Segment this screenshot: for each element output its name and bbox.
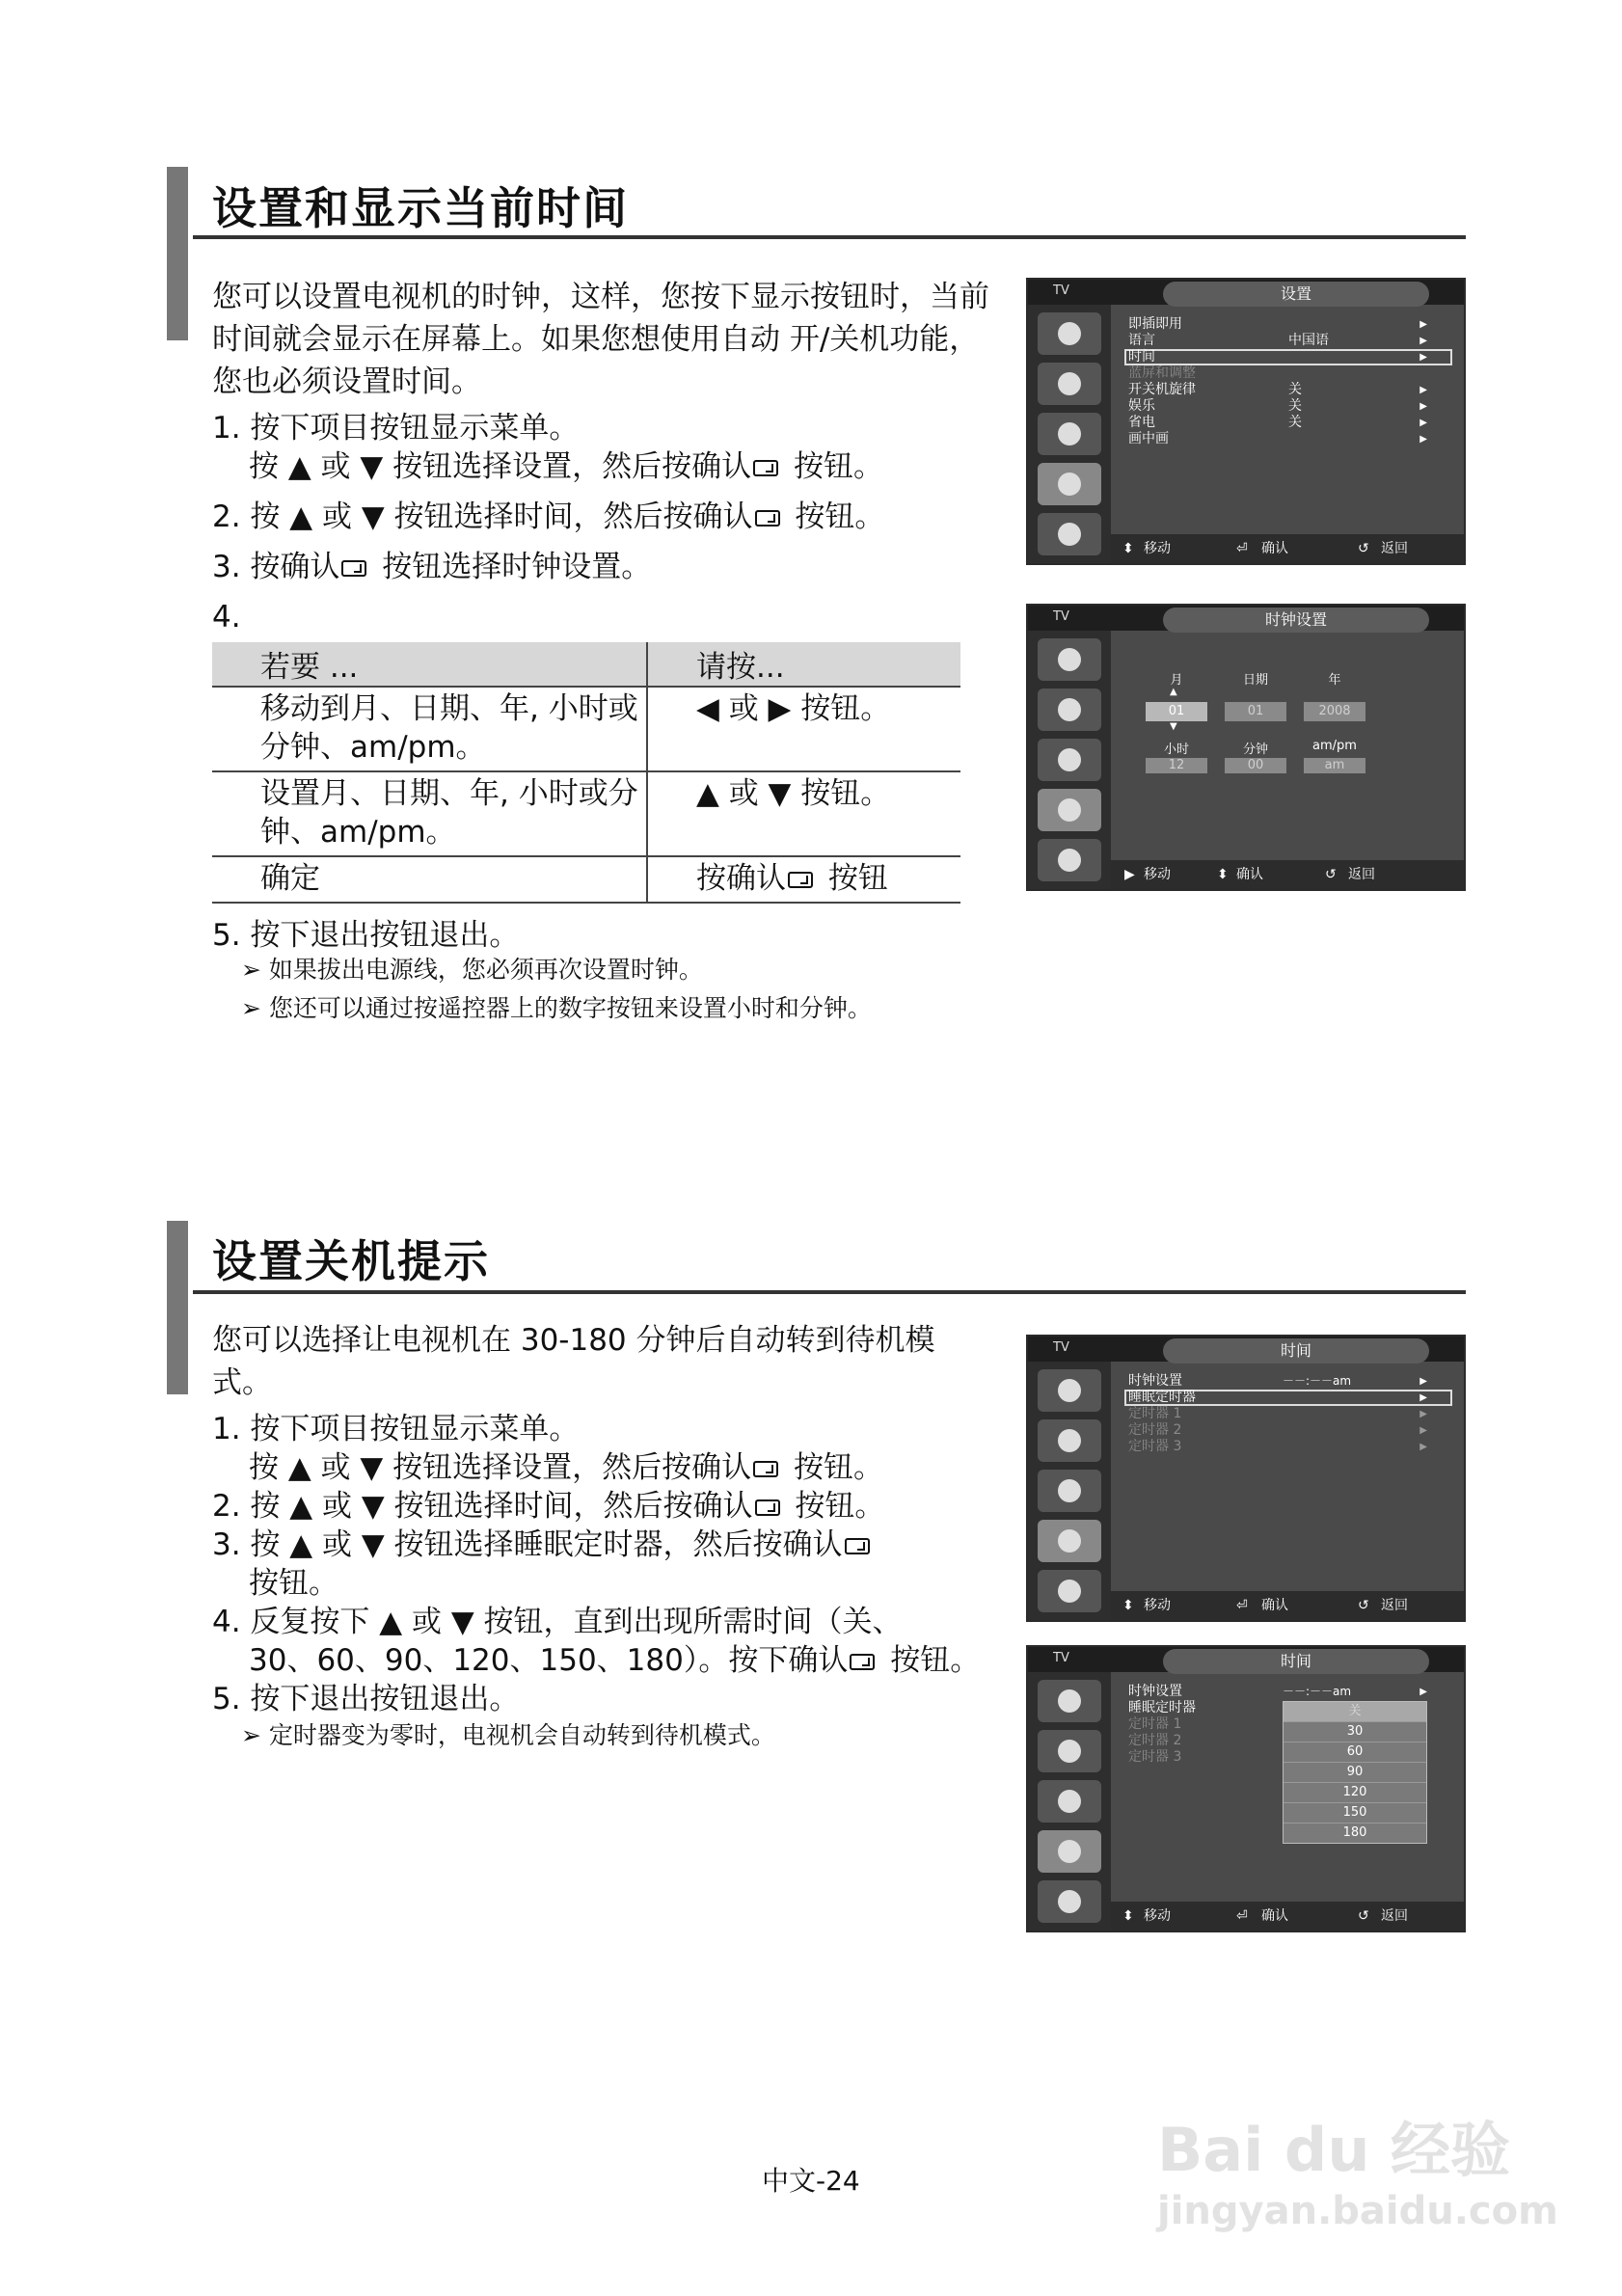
enter-icon: ⏎ <box>1236 1908 1248 1924</box>
osd-item: 即插即用 <box>1128 316 1182 332</box>
osd-footer <box>1111 534 1464 563</box>
footer-return: 返回 <box>1348 867 1375 882</box>
table-cell: 设置月、日期、年, 小时或分钟、am/pm。 <box>212 771 647 856</box>
enter-icon: ⏎ <box>1236 541 1248 556</box>
page-number: 中文-24 <box>762 2165 860 2197</box>
footer-enter: 确认 <box>1261 1908 1288 1924</box>
table-head-col2: 请按... <box>647 642 960 687</box>
chevron-right-icon: ▶ <box>1419 319 1427 330</box>
tv-label: TV <box>1053 1651 1069 1665</box>
chevron-right-icon: ▶ <box>1419 1392 1427 1403</box>
enter-icon <box>341 560 366 577</box>
sound-icon <box>1038 1730 1101 1772</box>
s2-step5: 5. 按下退出按钮退出。 <box>212 1682 520 1716</box>
dropdown-option[interactable]: 关 <box>1284 1702 1426 1722</box>
clock-month-value: 01 <box>1146 702 1207 721</box>
clock-year-label: 年 <box>1328 673 1341 688</box>
sound-icon <box>1038 689 1101 731</box>
chevron-right-icon: ▶ <box>1419 385 1427 395</box>
channel-icon <box>1038 413 1101 455</box>
enter-icon <box>850 1654 875 1670</box>
s1-step2: 2. 按 ▲ 或 ▼ 按钮选择时间，然后按确认 按钮。 <box>212 500 885 534</box>
picture-icon <box>1038 638 1101 681</box>
chevron-right-icon: ▶ <box>1419 401 1427 412</box>
dropdown-option[interactable]: 150 <box>1284 1803 1426 1823</box>
dropdown-option[interactable]: 180 <box>1342 1825 1367 1840</box>
s1-table <box>212 642 960 904</box>
osd-sidebar <box>1028 1672 1111 1932</box>
updown-icon: ⬍ <box>1122 1598 1134 1613</box>
s1-step4: 4. <box>212 600 241 635</box>
footer-enter: 确认 <box>1261 1598 1288 1613</box>
section2-title: 设置关机提示 <box>212 1235 490 1287</box>
osd-sidebar <box>1028 1362 1111 1622</box>
s2-step4b: 30、60、90、120、150、180）。按下确认 按钮。 <box>249 1643 981 1678</box>
dropdown-option[interactable]: 120 <box>1284 1783 1426 1803</box>
osd-item: 语言 <box>1128 333 1155 348</box>
osd-footer <box>1111 1902 1464 1931</box>
footer-move: 移动 <box>1144 1598 1171 1613</box>
osd-item: 定时器 2 <box>1128 1733 1182 1748</box>
s1-step5: 5. 按下退出按钮退出。 <box>212 918 520 953</box>
triangle-up-icon: ▲ <box>1170 687 1177 697</box>
chevron-right-icon: ▶ <box>1419 336 1427 346</box>
chevron-right-icon: ▶ <box>1419 1425 1427 1436</box>
footer-enter: 确认 <box>1236 867 1263 882</box>
enter-icon <box>845 1538 870 1554</box>
chevron-right-icon: ▶ <box>1419 418 1427 428</box>
osd-item: 定时器 1 <box>1128 1716 1182 1732</box>
setup-gear-icon <box>1038 463 1101 505</box>
s1-step1a: 1. 按下项目按钮显示菜单。 <box>212 411 580 446</box>
osd-item: 定时器 3 <box>1128 1749 1182 1765</box>
table-header-row <box>212 642 960 687</box>
picture-icon <box>1038 312 1101 355</box>
tv-label: TV <box>1053 609 1069 624</box>
osd-item: 开关机旋律 <box>1128 382 1196 397</box>
osd-title: 时钟设置 <box>1163 608 1429 633</box>
section1-bar <box>167 167 188 340</box>
clock-hour-label: 小时 <box>1163 743 1189 757</box>
osd-item: 省电 <box>1128 415 1155 430</box>
osd-title: 时间 <box>1163 1649 1429 1674</box>
chevron-right-icon: ▶ <box>1124 867 1135 882</box>
osd-item: 时间 <box>1128 349 1155 365</box>
table-cell: 移动到月、日期、年, 小时或分钟、am/pm。 <box>212 687 647 771</box>
input-icon <box>1038 839 1101 881</box>
enter-icon <box>753 460 778 476</box>
table-cell: ▲ 或 ▼ 按钮。 <box>696 776 891 811</box>
osd-item-value: 中国语 <box>1288 333 1329 348</box>
osd-item-value: 关 <box>1288 398 1302 414</box>
setup-gear-icon <box>1038 789 1101 831</box>
updown-icon: ⬍ <box>1122 1908 1134 1924</box>
return-icon: ↺ <box>1358 1908 1369 1924</box>
enter-icon <box>753 1461 778 1477</box>
s1-step1b: 按 ▲ 或 ▼ 按钮选择设置，然后按确认 按钮。 <box>249 449 883 484</box>
dropdown-option[interactable]: 30 <box>1284 1722 1426 1742</box>
osd-item: 时钟设置 <box>1128 1373 1182 1389</box>
input-icon <box>1038 513 1101 555</box>
s2-step1b: 按 ▲ 或 ▼ 按钮选择设置，然后按确认 按钮。 <box>249 1450 883 1485</box>
clock-ampm-value: am <box>1304 758 1365 773</box>
s2-note1: ➢ 定时器变为零时，电视机会自动转到待机模式。 <box>241 1721 775 1749</box>
osd-title: 设置 <box>1163 282 1429 307</box>
s2-step2: 2. 按 ▲ 或 ▼ 按钮选择时间，然后按确认 按钮。 <box>212 1489 885 1524</box>
footer-move: 移动 <box>1144 867 1171 882</box>
footer-move: 移动 <box>1144 1908 1171 1924</box>
chevron-right-icon: ▶ <box>1419 434 1427 445</box>
s2-step1a: 1. 按下项目按钮显示菜单。 <box>212 1412 580 1446</box>
osd-item: 娱乐 <box>1128 398 1155 414</box>
osd-setup-screen <box>1026 278 1466 565</box>
channel-icon <box>1038 739 1101 781</box>
section2-intro: 您可以选择让电视机在 30-180 分钟后自动转到待机模式。 <box>212 1323 935 1400</box>
footer-return: 返回 <box>1381 1598 1408 1613</box>
chevron-right-icon: ▶ <box>1419 1687 1427 1697</box>
enter-icon: ⏎ <box>1236 1598 1248 1613</box>
s1-step3: 3. 按确认 按钮选择时钟设置。 <box>212 550 652 584</box>
clock-minute-value: 00 <box>1225 758 1286 773</box>
footer-move: 移动 <box>1144 541 1171 556</box>
osd-clock-screen <box>1026 604 1466 891</box>
osd-title: 时间 <box>1163 1338 1429 1364</box>
osd-time-screen <box>1026 1335 1466 1622</box>
setup-gear-icon <box>1038 1520 1101 1562</box>
baidu-watermark-url: jingyan.baidu.com <box>1157 2189 1558 2233</box>
tv-label: TV <box>1053 1340 1069 1355</box>
footer-enter: 确认 <box>1261 541 1288 556</box>
osd-sleep-timer-screen <box>1026 1645 1466 1932</box>
picture-icon <box>1038 1369 1101 1412</box>
table-cell: 确定 <box>212 856 647 903</box>
enter-icon <box>788 872 813 888</box>
osd-item-value: 关 <box>1288 415 1302 430</box>
clock-month-label: 月 <box>1170 673 1183 688</box>
table-row <box>212 771 960 856</box>
clock-hour-value: 12 <box>1146 758 1207 773</box>
osd-footer <box>1111 860 1464 889</box>
table-head-col1: 若要 ... <box>212 642 647 687</box>
footer-return: 返回 <box>1381 1908 1408 1924</box>
return-icon: ↺ <box>1358 541 1369 556</box>
osd-item-value: 关 <box>1288 382 1302 397</box>
osd-item: 时钟设置 <box>1128 1684 1182 1699</box>
section1-rule <box>193 235 1466 239</box>
setup-gear-icon <box>1038 1830 1101 1873</box>
channel-icon <box>1038 1470 1101 1512</box>
dropdown-option[interactable]: 60 <box>1284 1742 1426 1763</box>
osd-item: 定时器 3 <box>1128 1439 1182 1454</box>
clock-ampm-label: am/pm <box>1312 739 1357 753</box>
updown-icon: ⬍ <box>1122 541 1134 556</box>
osd-item: 定时器 2 <box>1128 1422 1182 1438</box>
osd-item: 画中画 <box>1128 431 1169 446</box>
footer-return: 返回 <box>1381 541 1408 556</box>
chevron-right-icon: ▶ <box>1419 1442 1427 1452</box>
osd-item: 睡眠定时器 <box>1128 1700 1196 1715</box>
clock-day-value: 01 <box>1225 702 1286 721</box>
section2-bar <box>167 1221 188 1394</box>
sound-icon <box>1038 363 1101 405</box>
return-icon: ↺ <box>1358 1598 1369 1613</box>
clock-minute-label: 分钟 <box>1242 743 1268 757</box>
chevron-right-icon: ▶ <box>1419 1376 1427 1387</box>
section1-intro: 您可以设置电视机的时钟，这样，您按下显示按钮时，当前时间就会显示在屏幕上。如果您想使用自动 开/关机功能，您也必须设置时间。 <box>212 280 989 399</box>
input-icon <box>1038 1880 1101 1923</box>
osd-item: 睡眠定时器 <box>1128 1390 1196 1405</box>
return-icon: ↺ <box>1325 867 1337 882</box>
chevron-right-icon: ▶ <box>1419 352 1427 363</box>
clock-day-label: 日期 <box>1242 673 1268 688</box>
sound-icon <box>1038 1419 1101 1462</box>
clock-year-value: 2008 <box>1304 702 1365 721</box>
dropdown-option[interactable]: 90 <box>1284 1763 1426 1783</box>
osd-item: 定时器 1 <box>1128 1406 1182 1421</box>
osd-sidebar <box>1028 305 1111 565</box>
s1-note1: ➢ 如果拔出电源线，您必须再次设置时钟。 <box>241 956 703 984</box>
osd-footer <box>1111 1591 1464 1620</box>
table-row <box>212 856 960 903</box>
updown-icon: ⬍ <box>1217 867 1229 882</box>
s1-note2: ➢ 您还可以通过按遥控器上的数字按钮来设置小时和分钟。 <box>241 994 872 1022</box>
picture-icon <box>1038 1680 1101 1722</box>
osd-sidebar <box>1028 631 1111 891</box>
table-cell: ◀ 或 ▶ 按钮。 <box>696 691 891 726</box>
table-row <box>212 687 960 771</box>
input-icon <box>1038 1570 1101 1612</box>
osd-item: 蓝屏和调整 <box>1128 365 1196 381</box>
osd-item-value: －－:－－am <box>1283 1374 1352 1388</box>
enter-icon <box>755 1499 780 1516</box>
osd-item-value: －－:－－am <box>1283 1685 1352 1698</box>
s2-step3b: 按钮。 <box>249 1566 338 1601</box>
table-cell: 按确认 按钮 <box>696 861 888 896</box>
baidu-watermark: Bai du 经验 <box>1157 2115 1511 2185</box>
tv-label: TV <box>1053 284 1069 298</box>
osd-selection <box>1124 349 1452 365</box>
enter-icon <box>755 510 780 527</box>
s2-step3: 3. 按 ▲ 或 ▼ 按钮选择睡眠定时器，然后按确认 <box>212 1524 876 1566</box>
chevron-right-icon: ▶ <box>1419 1409 1427 1419</box>
triangle-down-icon: ▼ <box>1170 721 1177 732</box>
sleep-timer-dropdown[interactable] <box>1283 1701 1427 1844</box>
section2-rule <box>193 1290 1466 1294</box>
section1-title: 设置和显示当前时间 <box>212 182 629 234</box>
s2-step4a: 4. 反复按下 ▲ 或 ▼ 按钮，直到出现所需时间（关、 <box>212 1605 903 1639</box>
channel-icon <box>1038 1780 1101 1823</box>
